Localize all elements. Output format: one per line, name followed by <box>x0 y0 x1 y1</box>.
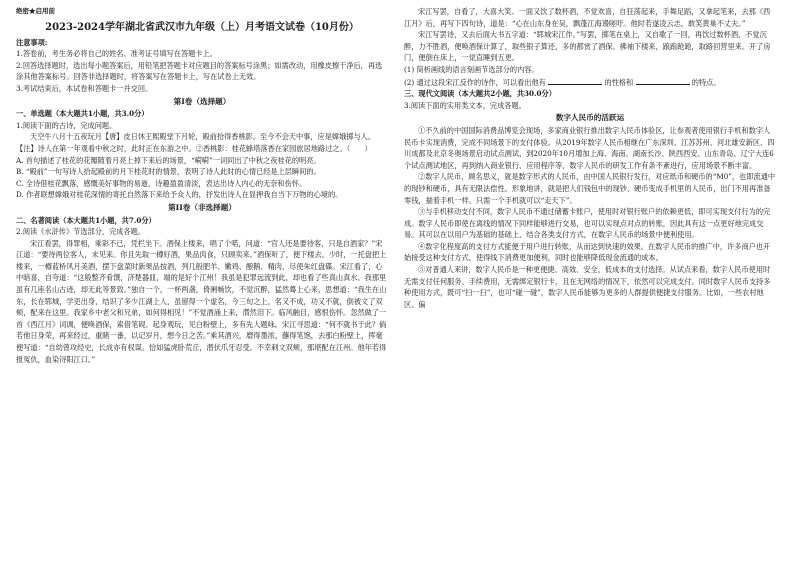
section-classic-reading: 二、名著阅读（本大题共1小题，共7.0分） <box>16 215 156 225</box>
question-3-stem: 3.阅读下面的实用类文本，完成各题。 <box>404 100 526 110</box>
option-c: C. 全诗借桂花飘落，感慨美好事物的易逝，诗趣盈盈清淡，表达出诗人内心的无奈和伤怀。 <box>16 178 307 188</box>
confidential-mark: 绝密★启用前 <box>16 7 55 15</box>
sub-question-2 <box>404 76 776 89</box>
note-item: 1.答卷前，考生务必将自己的姓名、准考证号填写在答题卡上。 <box>16 49 217 59</box>
section-single-choice: 一、单选题（本大题共1小题，共3.0分） <box>16 109 149 119</box>
sub-question-2-text-c: 的特点。 <box>691 77 721 87</box>
notes-heading: 注意事项: <box>16 37 48 47</box>
answer-blank[interactable] <box>548 76 602 85</box>
article-title: 数字人民币的活跃运 <box>555 113 625 123</box>
exam-title: 2023-2024学年湖北省武汉市九年级（上）月考语文试卷（10月份） <box>45 21 359 33</box>
option-b: B. “殿前”一句写诗人拾起殿前的月下桂花时的情景，表明了诗人此时的心情已经是上层瞬间的。 <box>16 167 321 177</box>
note-item: 3.考试结束后，本试卷和答题卡一并交回。 <box>16 83 153 93</box>
section-modern-reading: 三、现代文阅读（本大题共2小题，共30.0分） <box>404 89 556 99</box>
question-2-stem: 2.阅读《水浒传》节选部分，完成各题。 <box>16 227 146 237</box>
sub-question-2-text-a: (2) 通过这段宋江反作的诗作，可以看出他有 <box>404 77 546 87</box>
passage-paragraph: 宋江写罢，自看了，大喜大笑。一面又饮了数杯酒，不觉欢喜，自狂荡起来，手舞足蹈，又拿起笔来，去那《西江月》后，再写下四句诗，道是：“心在山东身在吴，飘蓬江海谩嗟吁。他时若遂凌云志，敢笑黄巢不丈夫。” <box>404 7 771 28</box>
note-item: 2.回答选择题时，选出每小题答案后，用铅笔把答题卡对应题目的答案标号涂黑；如需改动，用橡皮擦干净后，再选涂其他答案标号。回答非选择题时，将答案写在答题卡上，写在试卷上无效。 <box>16 60 383 82</box>
sub-question-2-text-b: 的性格和 <box>604 77 634 87</box>
article-paragraph: ②数字人民币，顾名思义，就是数字形式的人民币，由中国人民银行发行，对应纸币和硬币的“M0”，也即流通中的现钞和硬币，具有无限法偿性。形象地讲，就是把人们钱包中的现钞、硬币变成手机里的人民币，出门不用再准备零钱，揣着手机一样。只需一个手机就可以“走天下”。 <box>404 172 776 205</box>
answer-blank[interactable] <box>636 76 690 85</box>
right-column <box>404 6 776 310</box>
part2-title: 第II卷（非选择题） <box>168 202 236 212</box>
option-a: A. 首句描述了桂花的花瓣随着月亮上掉下来后的场景，“嗬嗬”一词同出了中秋之夜桂花的明亮。 <box>16 155 321 165</box>
passage-paragraph: 宋江看罢，得罪相，乘彩不已，凭栏坐下。酒保上楼来，唱了个喏，问道：“官人还是要待客，只是自酒家？”宋江道：“要待两位客人，未见来。你且先取一樽好酒，果品肉食，只顾卖来。”酒保听了，便下楼去。少时，一托盘把上楼来，一樽蓝桥风月美酒，摆下盘菜时新果品按酒，列几般肥羊、嫩鸡、酿鹅、精肉，尽使朱红盘碟。宋江看了，心中暗喜，自夸道：“这般整齐肴馔，济楚器皿，端的是好个江州！我虽是犯罪远流到此，却也看了些真山真水。我那里虽有几座名山古迹，却无此等景致。”独自一个，一杯两盏，倚阑畅饮，不觉沉醉，猛然蓦上心来，思想道：“我生在山东，长在郓城，学吏出身，结识了多少江湖上人，虽留得一个虚名，今三旬之上，名又不成，功又不就，倒被文了双颊，配来在这里。我家乡中老父和兄弟，如何得相见！”不觉酒涌上来，潸然泪下。临风触目，感恨伤怀。忽然做了一首《西江月》词调，便唤酒保，索借笔砚。起身观玩，见白粉壁上，多有先人题咏。宋江寻思道：“何不就书于此？倘若他日身荣，再来经过，重睹一番，以记岁月，想今日之苦。”乘其酒兴，磨得墨浓，蘸得笔饱，去那白粉壁上，挥毫便写道：“自幼曾攻经史，长成亦有权谋。恰如猛虎卧荒丘，潜伏爪牙忍受。不幸刺文双颊，那堪配在江州。他年若得报冤仇，血染浔阳江口。” <box>16 238 387 364</box>
passage-paragraph: 宋江写罢诗，又去后面大书五字道：“郓城宋江作。”写罢，掷笔在桌上，又自歌了一回，再饮过数杯酒，不觉沉醉，力不胜酒，便唤酒保计算了，取些银子算还，多的都赏了酒保。拂袖下楼来，踉踉跄跄，取路回营里来。开了房门，便倒在床上，一觉直睡到五更。 <box>404 30 771 63</box>
option-d: D. 作者联想嫦娥对桂花深情的寄托自然落下来给予众人的，抒发出诗人在显押我自当下万物的心境的。 <box>16 190 343 200</box>
left-column <box>16 6 388 365</box>
article-paragraph: ⑤对普通人来讲，数字人民币是一种更便捷、高效、安全，低成本的支付选择。从试点来看，数字人民币使用时无需支付任何服务、手续费用，无需绑定银行卡，且在无网络的情况下，依然可以完成支付。同时数字人民币支持多种使用方式，既可“扫一扫”，也可“碰一碰”，数字人民币能够为更多的人群提供便捷支付服务。比如，一些农村地区、偏 <box>404 265 771 309</box>
part1-title: 第I卷（选择题） <box>173 96 231 106</box>
poem-text: 天空牛八月十五夜玩月【唐】皮日休王熙殿堂下月轮，殿前拾得香桃影。至今不会天中事，应是嫦娥掷与人。【注】诗人在第一年观看中秋之时，此时正在东游之中。②香桃影：桂花蜂塔落香在家园旅居地路过之。（ ） <box>16 132 376 153</box>
sub-question-1: (1) 简析画线的语言刻画节选部分的内容。 <box>404 64 539 74</box>
article-paragraph: ①不久前的中国国际消费品博览会现场，多家商业银行推出数字人民币体验区，让参观者使用银行手机和数字人民币卡实现消费，完成不同场景下的支付体验。从2019年数字人民币相继在广东深圳、江苏苏州、河北雄安新区、四川成都及北京冬奥场景启动试点测试，到2020年10月增加上海、海南、湖南长沙、陕西西安、山东青岛、辽宁大连6个试点测试地区，再到纳入商业银行、应用程序等，数字人民币的研发工作有条不紊进行，应用场景不断丰富。 <box>404 125 775 170</box>
question-1-stem: 1.阅读下面的古诗，完成问题。 <box>16 120 117 130</box>
article-paragraph: ③与手机移动支付不同，数字人民币不通过储蓄卡账户，使用时对银行账户的依赖更低，即可实现支付行为的完成。数字人民币即使在离线的情况下同样能够进行交易，也可以实现点对点的转账，因此具有这一点更好地完成交易。其可以在以用户为基础的基础上，结合各类支付方式，在数字人民币的场景中便利使用。 <box>404 207 771 240</box>
article-paragraph: ④数字化程度高的支付方式能便于用户进行转账，从而达到快速的效果。在数字人民币的推广中，许多商户也开始接受这种支付方式，使得线下消费更加便利，同时也能够降低现金流通的成本。 <box>404 241 771 263</box>
